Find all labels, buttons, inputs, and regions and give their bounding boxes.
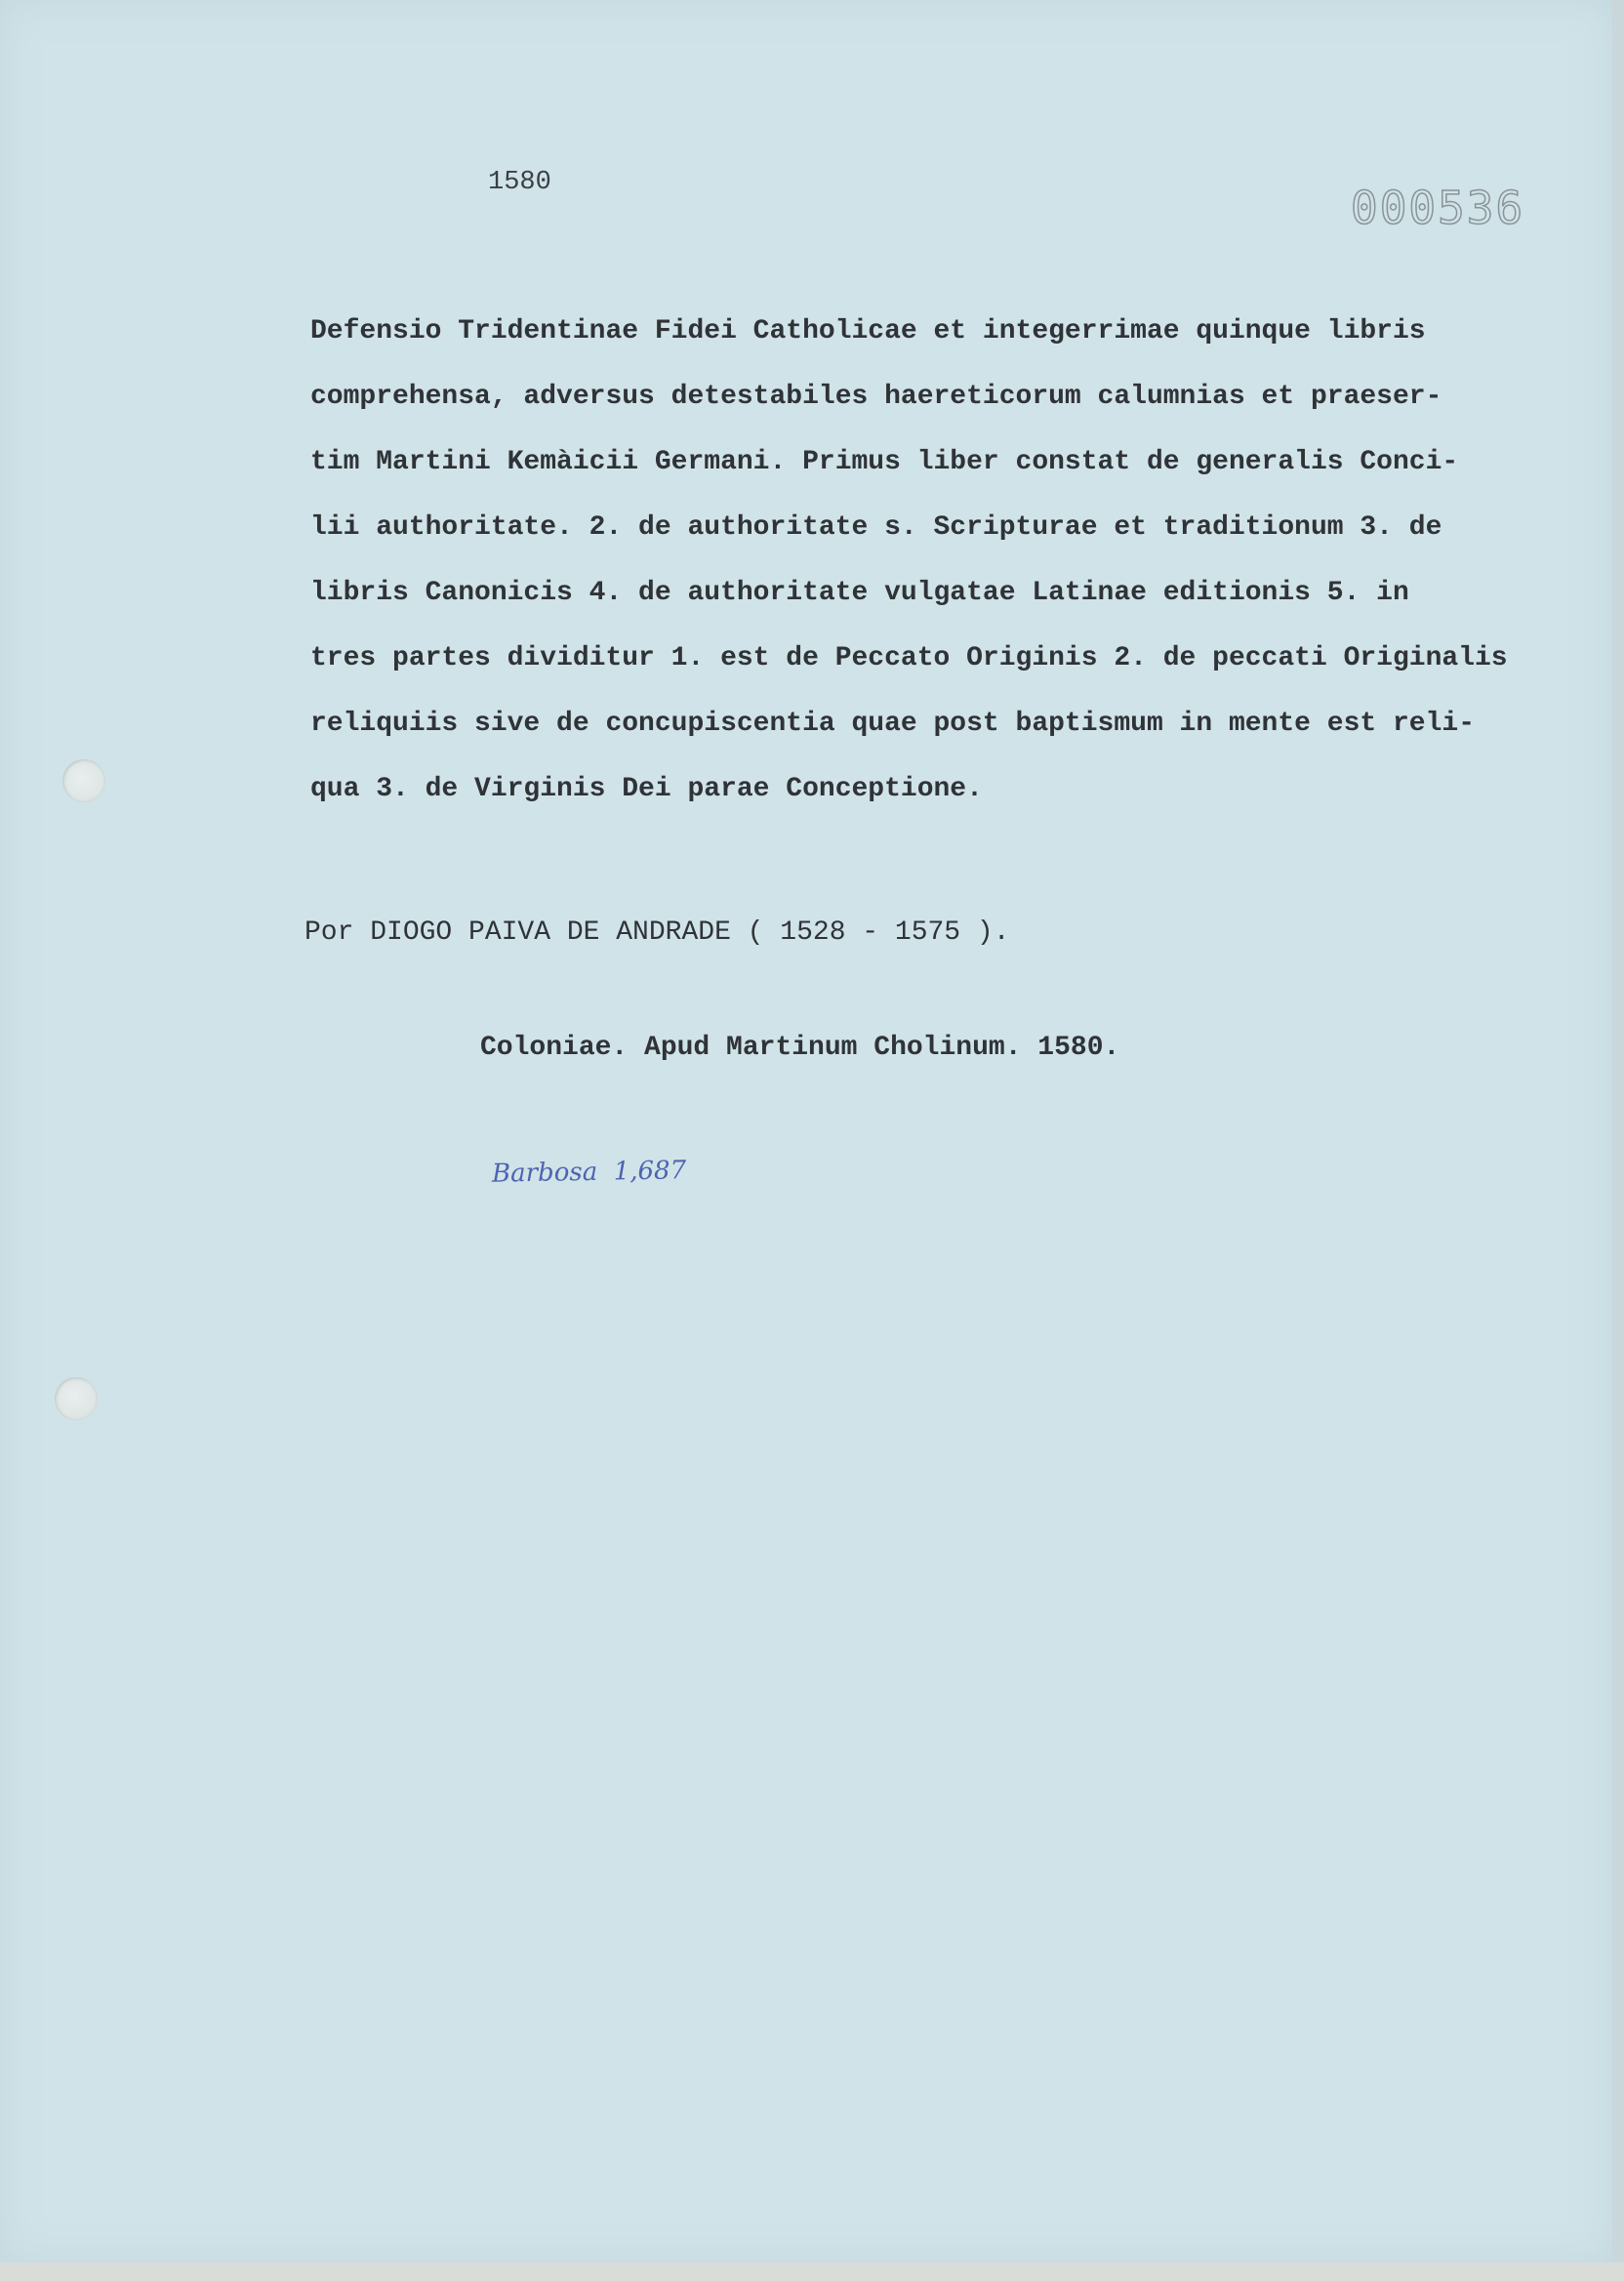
card-year: 1580 xyxy=(488,168,551,197)
description-line: comprehensa, adversus detestabiles haereticorum calumnias et praeser- xyxy=(310,382,1442,412)
handwritten-reference-note: Barbosa 1,687 xyxy=(491,1156,687,1189)
punch-hole xyxy=(62,759,105,802)
description-line: qua 3. de Virginis Dei parae Conceptione. xyxy=(310,774,983,804)
description-line: Defensio Tridentinae Fidei Catholicae et integerrimae quinque libris xyxy=(310,316,1426,346)
description-line: reliquiis sive de concupiscentia quae post baptismum in mente est reli- xyxy=(310,709,1475,739)
title-description xyxy=(310,310,1508,834)
imprint-line: Coloniae. Apud Martinum Cholinum. 1580. xyxy=(480,1033,1120,1063)
scan-edge-right xyxy=(1612,0,1624,2281)
description-line: tim Martini Kemàicii Germani. Primus liber constat de generalis Conci- xyxy=(310,447,1459,477)
punch-hole xyxy=(55,1377,98,1420)
description-line: lii authoritate. 2. de authoritate s. Scripturae et traditionum 3. de xyxy=(310,512,1442,543)
description-line: libris Canonicis 4. de authoritate vulgatae Latinae editionis 5. in xyxy=(310,578,1409,608)
record-number-stamp: 000536 xyxy=(1351,182,1525,234)
description-line: tres partes dividitur 1. est de Peccato Originis 2. de peccati Originalis xyxy=(310,643,1508,673)
scan-edge-bottom xyxy=(0,2262,1624,2281)
author-line: Por DIOGO PAIVA DE ANDRADE ( 1528 - 1575 ). xyxy=(304,917,1010,948)
